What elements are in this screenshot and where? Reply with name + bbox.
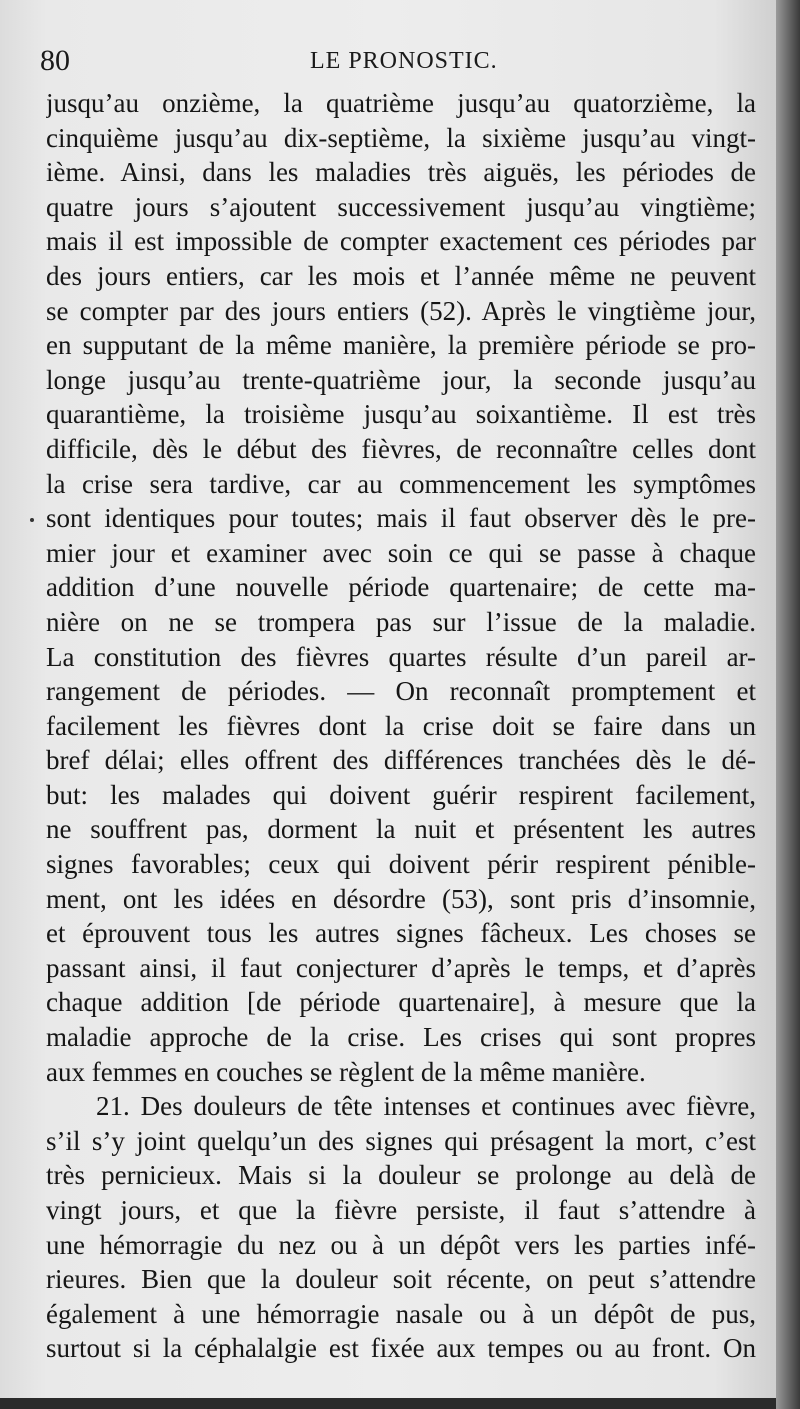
text-line: maladie approche de la crise. Les crises qui sont propres: [46, 1022, 756, 1053]
text-line: but: les malades qui doivent guérir respirent facilement,: [46, 779, 756, 810]
section-21-start-line: 21. Des douleurs de tête intenses et continues avec fièvre,: [96, 1091, 756, 1122]
text-line: cinquième jusqu’au dix-septième, la sixième jusqu’au vingt-: [46, 122, 756, 153]
text-line: rieures. Bien que la douleur soit récente, on peut s’attendre: [46, 1264, 756, 1295]
text-line: ment, ont les idées en désordre (53), sont pris d’insomnie,: [46, 883, 756, 914]
running-head: LE PRONOSTIC.: [310, 48, 498, 74]
text-line: facilement les fièvres dont la crise doit se faire dans un: [46, 710, 756, 741]
text-line: quarantième, la troisième jusqu’au soixantième. Il est très: [46, 399, 756, 430]
page-edge-shadow: [776, 0, 800, 1409]
text-line: surtout si la céphalalgie est fixée aux tempes ou au front. On: [46, 1333, 756, 1364]
text-line: mier jour et examiner avec soin ce qui se passe à chaque: [46, 537, 756, 568]
text-line: très pernicieux. Mais si la douleur se prolonge au delà de: [46, 1160, 756, 1191]
text-line: mais il est impossible de compter exactement ces périodes par: [46, 226, 756, 257]
text-line: ième. Ainsi, dans les maladies très aiguës, les périodes de: [46, 157, 756, 188]
page-number: 80: [40, 44, 70, 77]
text-line: addition d’une nouvelle période quartenaire; de cette ma-: [46, 572, 756, 603]
paragraph-end-line: aux femmes en couches se règlent de la même manière.: [46, 1056, 646, 1087]
text-line: signes favorables; ceux qui doivent périr respirent pénible-: [46, 849, 756, 880]
text-line: des jours entiers, car les mois et l’année même ne peuvent: [46, 260, 756, 291]
text-line: nière on ne se trompera pas sur l’issue de la maladie.: [46, 606, 756, 637]
text-line: la crise sera tardive, car au commencement les symptômes: [46, 468, 756, 499]
text-line: quatre jours s’ajoutent successivement jusqu’au vingtième;: [46, 191, 756, 222]
page-header: [40, 44, 736, 84]
text-line: bref délai; elles offrent des différences tranchées dès le dé-: [46, 745, 756, 776]
text-line: ne souffrent pas, dorment la nuit et présentent les autres: [46, 814, 756, 845]
text-line: chaque addition [de période quartenaire], à mesure que la: [46, 987, 756, 1018]
text-line: rangement de périodes. — On reconnaît promptement et: [46, 676, 756, 707]
text-line: en supputant de la même manière, la première période se pro-: [46, 330, 756, 361]
body-text: [46, 86, 756, 1366]
text-line: longe jusqu’au trente-quatrième jour, la seconde jusqu’au: [46, 364, 756, 395]
text-line: vingt jours, et que la fièvre persiste, il faut s’attendre à: [46, 1195, 756, 1225]
text-line: également à une hémorragie nasale ou à un dépôt de pus,: [46, 1298, 756, 1329]
text-line: sont identiques pour toutes; mais il faut observer dès le pre-: [46, 503, 756, 534]
text-line: difficile, dès le début des fièvres, de reconnaître celles dont: [46, 433, 756, 464]
text-line: se compter par des jours entiers (52). Après le vingtième jour,: [46, 295, 756, 326]
text-line: une hémorragie du nez ou à un dépôt vers les parties infé-: [46, 1229, 756, 1260]
text-line: passant ainsi, il faut conjecturer d’après le temps, et d’après: [46, 952, 756, 983]
margin-mark: [30, 518, 34, 522]
text-line: s’il s’y joint quelqu’un des signes qui présagent la mort, c’est: [46, 1125, 756, 1156]
text-line: et éprouvent tous les autres signes fâcheux. Les choses se: [46, 918, 756, 949]
text-line: jusqu’au onzième, la quatrième jusqu’au quatorzième, la: [46, 88, 756, 118]
text-line: La constitution des fièvres quartes résulte d’un pareil ar-: [46, 641, 756, 672]
